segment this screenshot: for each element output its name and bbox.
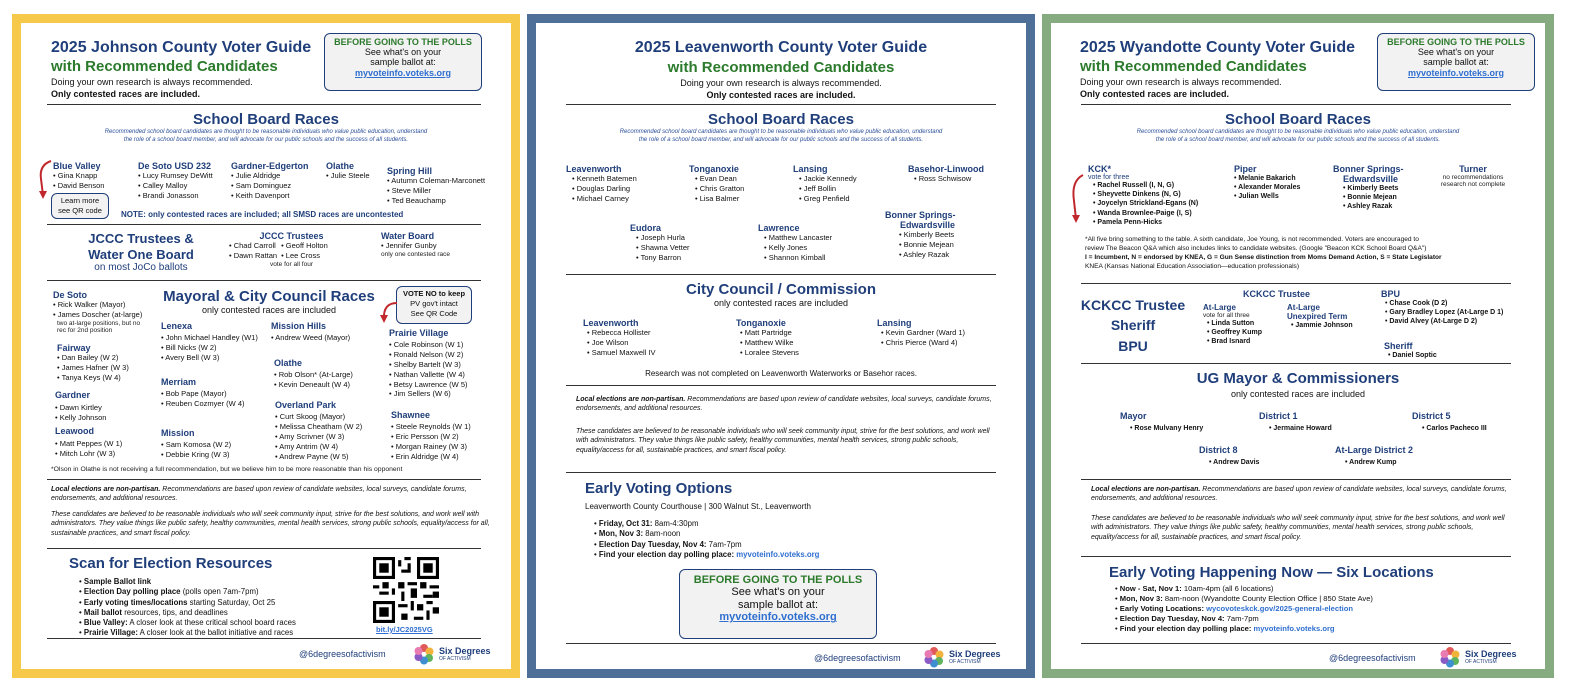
district-leavenworth: Leavenworth • Kenneth Batemen • Douglas Darling • Michael Carney [566,164,637,204]
city-overland-park: Overland Park • Curt Skoog (Mayor) • Melissa Cheatham (W 2) • Amy Scrivner (W 3) • Amy Antrim (W 4) • Andrew Payne (W 5) [275,400,362,461]
johnson-county-guide [12,14,520,678]
council-leavenworth: Leavenworth • Rebecca Hollister • Joe Wilson • Samuel Maxwell IV [583,318,656,358]
polls-link[interactable]: myvoteinfo.voteks.org [354,67,452,78]
social-handle[interactable]: @6degreesofactivism [299,649,386,659]
believed-note: These candidates are believed to be reasonable individuals who will seek community input, strive for the best solutions, and work well with administrators. They value things like public safety, healthy communities, mental health services, strong public schools, equality/access for all, sustainable practices, and smart fiscal policy. [576,428,990,454]
school-board-title: School Board Races [708,111,854,128]
leavenworth-header: 2025 Leavenworth County Voter Guide with Recommended Candidates Doing your own research is always recommended. Only contested races are included. [634,39,928,100]
polls-link[interactable]: myvoteinfo.voteks.org [1407,67,1505,78]
council-tonganoxie: Tonganoxie • Matt Partridge • Matthew Wilke • Loralee Stevens [736,318,799,358]
district-eudora: Eudora • Joseph Hurla • Shawna Vetter • Tony Barron [630,223,690,263]
wyandotte-subtitle: with Recommended Candidates [1080,58,1307,75]
early-voting-list: • Friday, Oct 31: 8am-4:30pm • Mon, Nov 3: 8am-noon • Election Day Tuesday, Nov 4: 7am-7pm • Find your election day polling place: myvoteinfo.voteks.org [594,519,819,560]
contested-note: Only contested races are included. [1080,89,1230,99]
kckcc-title: KCKCC Trustee [1243,289,1311,299]
district-de-soto: De Soto USD 232 • Lucy Rumsey DeWitt • Calley Malloy • Brandi Jonasson [138,161,213,201]
olson-note: *Olson in Olathe is not receiving a full recommendation, but we believe him to be more reasonable than his opponent [51,466,403,473]
scan-title: Scan for Election Resources [69,555,273,572]
early-voting-list: • Now - Sat, Nov 1: 10am-4pm (all 6 locations) • Mon, Nov 3: 8am-noon (Wyandotte County Election Office | 850 State Ave) • Early Voting Locations: wycovoteskck.gov/2025-general-election • Election Day Tuesday, Nov 4: 7am-7pm • Find your election day polling place: myvoteinfo.voteks.org [1115,584,1373,634]
city-shawnee: Shawnee • Steele Reynolds (W 1) • Eric Persson (W 2) • Morgan Rainey (W 3) • Erin Aldridge (W 4) [391,410,471,462]
water-board: Water Board • Jennifer Gunby only one contested race [381,231,450,258]
social-handle[interactable]: @6degreesofactivism [814,653,901,663]
jccc-heading: JCCC Trustees & Water One Board on most JoCo ballots [88,231,194,274]
district-turner: Turner no recommendations research not complete [1440,164,1506,188]
flower-logo-icon [1439,646,1461,668]
city-mission-hills: Mission Hills • Andrew Weed (Mayor) [271,321,350,343]
city-lenexa: Lenexa • John Michael Handley (W1) • Bill Nicks (W 2) • Avery Bell (W 3) [161,321,258,363]
polls-line2: sample ballot at: [370,57,436,68]
district-bonner-springs: Bonner Springs- Edwardsville • Kimberly Beets • Bonnie Mejean • Ashley Razak [1333,164,1404,212]
district-basehor-linwood: Basehor-Linwood • Ross Schwisow [908,164,984,184]
early-voting-title: Early Voting Happening Now — Six Locations [1109,564,1434,581]
contested-note: Only contested races are included. [51,89,201,99]
school-board-title: School Board Races [1225,111,1371,128]
ug-heading: UG Mayor & Commissioners only contested races are included [1196,370,1400,399]
district-blue-valley: Blue Valley • Gina Knapp • David Benson [53,161,104,191]
polls-line1: See what's on your [364,47,442,57]
ug-at-large-2: At-Large District 2 • Andrew Kump [1335,445,1413,467]
polls-title: BEFORE GOING TO THE POLLS [693,574,863,586]
mayoral-heading: Mayoral & City Council Races only contested races are included [163,288,375,315]
school-note: Recommended school board candidates are thought to be reasonable individuals who value public education, understand the role of a school board member, and will advocate for our public schools and the success of all students. [1136,129,1460,143]
district-lansing: Lansing • Jackie Kennedy • Jeff Bollin • Greg Penfield [793,164,857,204]
city-fairway: Fairway • Dan Bailey (W 2) • James Hafner (W 3) • Tanya Keys (W 4) [57,343,129,383]
six-degrees-logo: Six Degrees OF ACTIVISM [413,643,491,665]
nonpartisan-note: Local elections are non-partisan. Recommendations are based upon review of candidate websites, local surveys, candidate forums, endorsements, and additional resources. [576,396,992,413]
district-olathe: Olathe • Julie Steele [326,161,370,181]
city-merriam: Merriam • Bob Pape (Mayor) • Reuben Cozmyer (W 4) [161,377,245,409]
learn-more-badge[interactable]: Learn more see QR code [51,193,109,219]
early-voting-location: Leavenworth County Courthouse | 300 Walnut St., Leavenworth [585,502,811,511]
social-handle[interactable]: @6degreesofactivism [1329,653,1416,663]
six-degrees-logo: Six Degrees OF ACTIVISM [1439,646,1517,668]
city-mission: Mission • Sam Komosa (W 2) • Debbie Kring (W 3) [161,428,231,460]
city-prairie-village: Prairie Village • Cole Robinson (W 1) • Ronald Nelson (W 2) • Shelby Bartelt (W 3) • Nathan Vallette (W 4) • Betsy Lawrence (W 5) • Jim Sellers (W 6) [389,328,468,399]
wyandotte-county-guide [1042,14,1554,678]
leavenworth-county-guide [527,14,1035,678]
ug-district-8: District 8 • Andrew Davis [1199,445,1259,467]
vote-no-badge[interactable]: VOTE NO to keep PV gov't intact See QR Code [396,286,472,324]
ug-district-5: District 5 • Carlos Pacheco III [1412,411,1487,433]
believed-note: These candidates are believed to be reasonable individuals who will seek community input, strive for the best solutions, and work well with administrators. They value things like public safety, healthy communities, mental health services, strong public schools, equality/access for all, sustainable practices, and smart fiscal policy. [1091,515,1505,541]
ug-district-1: District 1 • Jermaine Howard [1259,411,1332,433]
district-tonganoxie: Tonganoxie • Evan Dean • Chris Gratton • Lisa Balmer [689,164,744,204]
polls-line2: sample ballot at: [1423,57,1489,68]
jccc-trustees: JCCC Trustees • Chad Carroll • Dawn Rattan • Geoff Holton • Lee Cross vote for all four [229,231,354,268]
polls-title: BEFORE GOING TO THE POLLS [1387,37,1525,47]
qr-link[interactable]: bit.ly/JC2025VG [376,625,433,634]
school-note: Recommended school board candidates are thought to be reasonable individuals who value public education, understand the role of a school board member, and will advocate for our public schools and the success of all students. [619,129,943,143]
red-arrow-icon [1069,171,1087,229]
johnson-subtitle: with Recommended Candidates [51,58,278,75]
ug-mayor: Mayor • Rose Mulvany Henry [1120,411,1203,433]
district-piper: Piper • Melanie Bakarich • Alexander Morales • Julian Wells [1234,164,1300,202]
polls-box [324,33,482,91]
polls-box [679,569,877,639]
early-voting-title: Early Voting Options [585,480,733,497]
district-gardner-edgerton: Gardner-Edgerton • Julie Aldridge • Sam Dominguez • Keith Davenport [231,161,309,201]
city-gardner: Gardner • Dawn Kirtley • Kelly Johnson [55,390,106,423]
nonpartisan-note: Local elections are non-partisan. Recommendations are based upon review of candidate websites, local surveys, candidate forums, endorsements, and additional resources. [51,486,467,503]
six-degrees-logo: Six Degrees OF ACTIVISM [923,646,1001,668]
kckcc-heading: KCKCC Trustee Sheriff BPU [1080,297,1186,354]
city-de-soto: De Soto • Rick Walker (Mayor) • James Doscher (at-large) two at-large positions, but no rec for 2nd position [53,290,142,334]
polls-line2: sample ballot at: [737,598,819,611]
bpu-section: BPU • Chase Cook (D 2) • Gary Bradley Lopez (At-Large D 1) • David Alvey (At-Large D 2) [1381,289,1503,327]
qr-code[interactable] [373,557,439,623]
kck-note: *All five bring something to the table. A sixth candidate, Joe Young, is not recommended. Voters are encouraged to review The Beacon Q&A which also includes links to candidate websites. (Google "Beacon KCK School Board Q&A") I = Incumbent, N = endorsed by KNEA, G = Gun Sense distinction from Moms Demand Action, S = State Legislator KNEA (Kansas National Education Association—education professionals) [1085,236,1442,270]
district-bonner-springs: Bonner Springs- Edwardsville • Kimberly Beets • Bonnie Mejean • Ashley Razak [885,210,956,260]
kckcc-unexpired: At-Large Unexpired Term • Jammie Johnson [1287,303,1353,330]
polls-link[interactable]: myvoteinfo.voteks.org [719,611,837,624]
school-note: Recommended school board candidates are thought to be reasonable individuals who value public education, understand the role of a school board member, and will advocate for our public schools and the success of all students. [104,129,428,143]
polls-box [1377,33,1535,91]
research-note: Doing your own research is always recommended. [51,77,253,87]
city-leawood: Leawood • Matt Peppes (W 1) • Mitch Lohr (W 3) [55,426,122,459]
school-board-title: School Board Races [193,111,339,128]
polls-title: BEFORE GOING TO THE POLLS [334,37,472,47]
city-olathe: Olathe • Rob Olson* (At-Large) • Kevin Deneault (W 4) [274,358,353,390]
council-lansing: Lansing • Kevin Gardner (Ward 1) • Chris Pierce (Ward 4) [877,318,965,348]
nonpartisan-note: Local elections are non-partisan. Recommendations are based upon review of candidate websites, local surveys, candidate forums, endorsements, and additional resources. [1091,486,1507,503]
believed-note: These candidates are believed to be reasonable individuals who will seek community input, strive for the best solutions, and work well with administrators. They value things like public safety, healthy communities, mental health services, strong public schools, equality/access for all, sustainable practices, and smart fiscal policy. [51,511,490,537]
johnson-title: 2025 Johnson County Voter Guide [51,39,312,56]
research-note: Doing your own research is always recommended. [1080,77,1282,87]
smsd-note: NOTE: only contested races are included; all SMSD races are uncontested [121,210,404,219]
research-not-completed: Research was not completed on Leavenworth Waterworks or Basehor races. [645,369,917,378]
flower-logo-icon [413,643,435,665]
sheriff-section: Sheriff • Daniel Soptic [1384,341,1437,360]
wyandotte-title: 2025 Wyandotte County Voter Guide [1080,39,1356,56]
resources-list: • Sample Ballot link • Election Day polling place (polls open 7am-7pm) • Early voting times/locations starting Saturday, Oct 25 • Mail ballot resources, tips, and deadlines • Blue Valley: A closer look at these critical school board races • Prairie Village: A closer look at the ballot initiative and races [79,577,296,639]
district-lawrence: Lawrence • Matthew Lancaster • Kelly Jones • Shannon Kimball [758,223,832,263]
polls-line1: See what's on your [731,586,825,598]
kckcc-at-large: At-Large vote for all three • Linda Sutton • Geoffrey Kump • Brad Isnard [1203,303,1262,347]
district-kck: KCK* vote for three • Rachel Russell (I, N, G) • Sheyvette Dinkens (N, G) • Joycelyn Strickland-Egans (N) • Wanda Brownlee-Paige (I, S) • Pamela Penn-Hicks [1088,164,1198,227]
council-heading: City Council / Commission only contested races are included [685,281,877,308]
district-spring-hill: Spring Hill • Autumn Coleman-Marconett • Steve Miller • Ted Beauchamp [387,166,485,206]
polls-line1: See what's on your [1417,47,1495,57]
flower-logo-icon [923,646,945,668]
red-arrow-icon [379,299,399,329]
